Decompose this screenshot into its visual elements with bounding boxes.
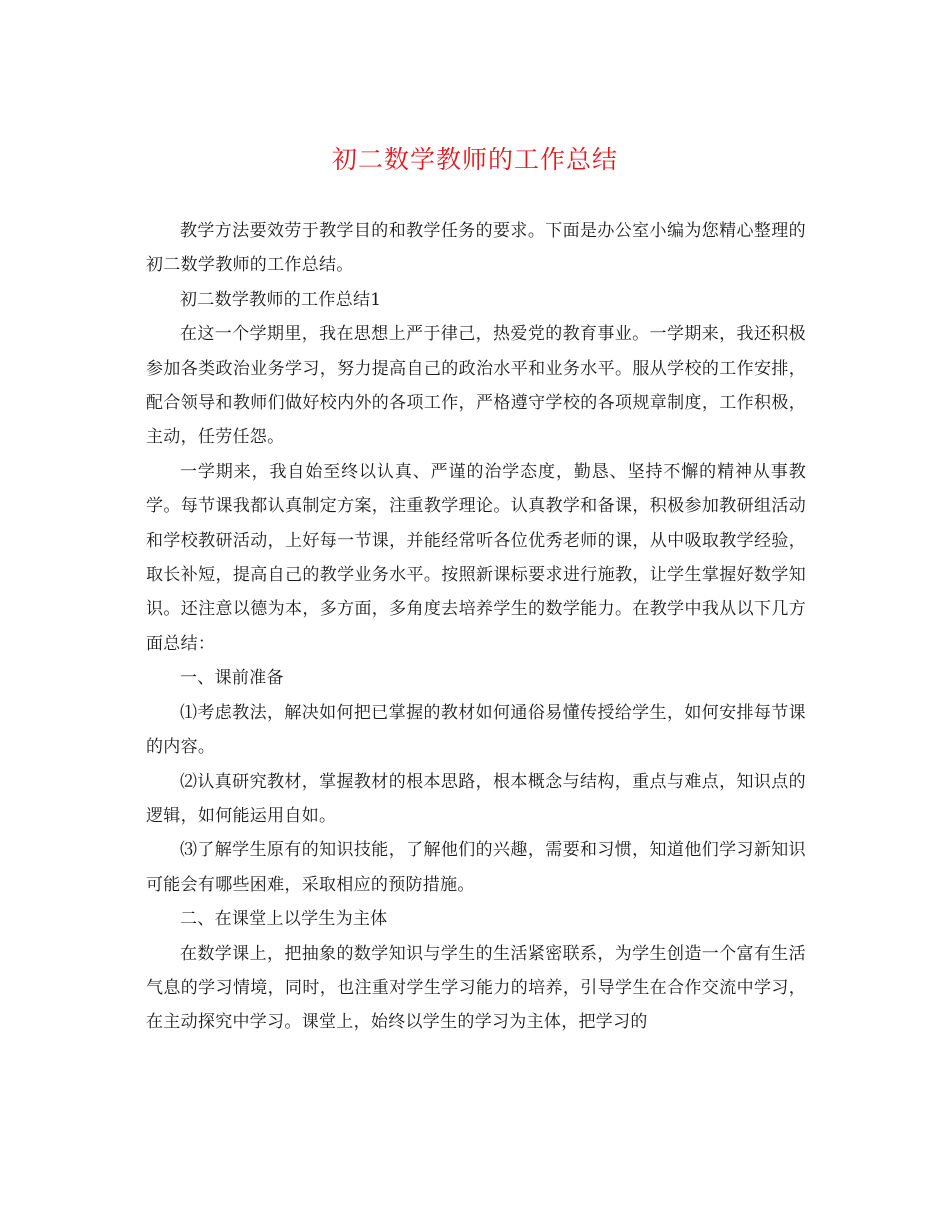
paragraph-intro: 教学方法要效劳于教学目的和教学任务的要求。下面是办公室小编为您精心整理的初二数学教师的工作总结。: [146, 221, 806, 276]
paragraph-thought: 在这一个学期里，我在思想上严于律己，热爱党的教育事业。一学期来，我还积极参加各类政治业务学习，努力提高自己的政治水平和业务水平。服从学校的工作安排，配合领导和教师们做好校内外的各项工作，严格遵守学校的各项规章制度，工作积极，主动，任劳任怨。: [146, 324, 806, 448]
list-item-3: ⑶了解学生原有的知识技能，了解他们的兴趣，需要和习惯，知道他们学习新知识可能会有哪些困难，采取相应的预防措施。: [146, 840, 806, 895]
paragraph-teaching: 一学期来，我自始至终以认真、严谨的治学态度，勤恳、坚持不懈的精神从事教学。每节课我都认真制定方案，注重教学理论。认真教学和备课，积极参加教研组活动和学校教研活动，上好每一节课，并能经常听各位优秀老师的课，从中吸取教学经验，取长补短，提高自己的教学业务水平。按照新课标要求进行施教，让学生掌握好数学知识。还注意以德为本，多方面，多角度去培养学生的数学能力。在教学中我从以下几方面总结：: [146, 461, 806, 654]
section-heading-summary-1: 初二数学教师的工作总结1: [180, 289, 382, 310]
list-item-1: ⑴考虑教法，解决如何把已掌握的教材如何通俗易懂传授给学生，如何安排每节课的内容。: [146, 702, 806, 758]
list-item-2: ⑵认真研究教材，掌握教材的根本思路，根本概念与结构，重点与难点，知识点的逻辑，如何能运用自如。: [146, 771, 806, 826]
document-title: 初二数学教师的工作总结: [331, 145, 618, 174]
paragraph-classroom: 在数学课上，把抽象的数学知识与学生的生活紧密联系，为学生创造一个富有生活气息的学习情境，同时，也注重对学生学习能力的培养，引导学生在合作交流中学习，在主动探究中学习。课堂上，始终以学生的学习为主体，把学习的: [146, 943, 806, 1033]
section-heading-classroom: 二、在课堂上以学生为主体: [180, 909, 388, 930]
document-body: [146, 214, 806, 1040]
section-heading-preparation: 一、课前准备: [180, 668, 284, 689]
